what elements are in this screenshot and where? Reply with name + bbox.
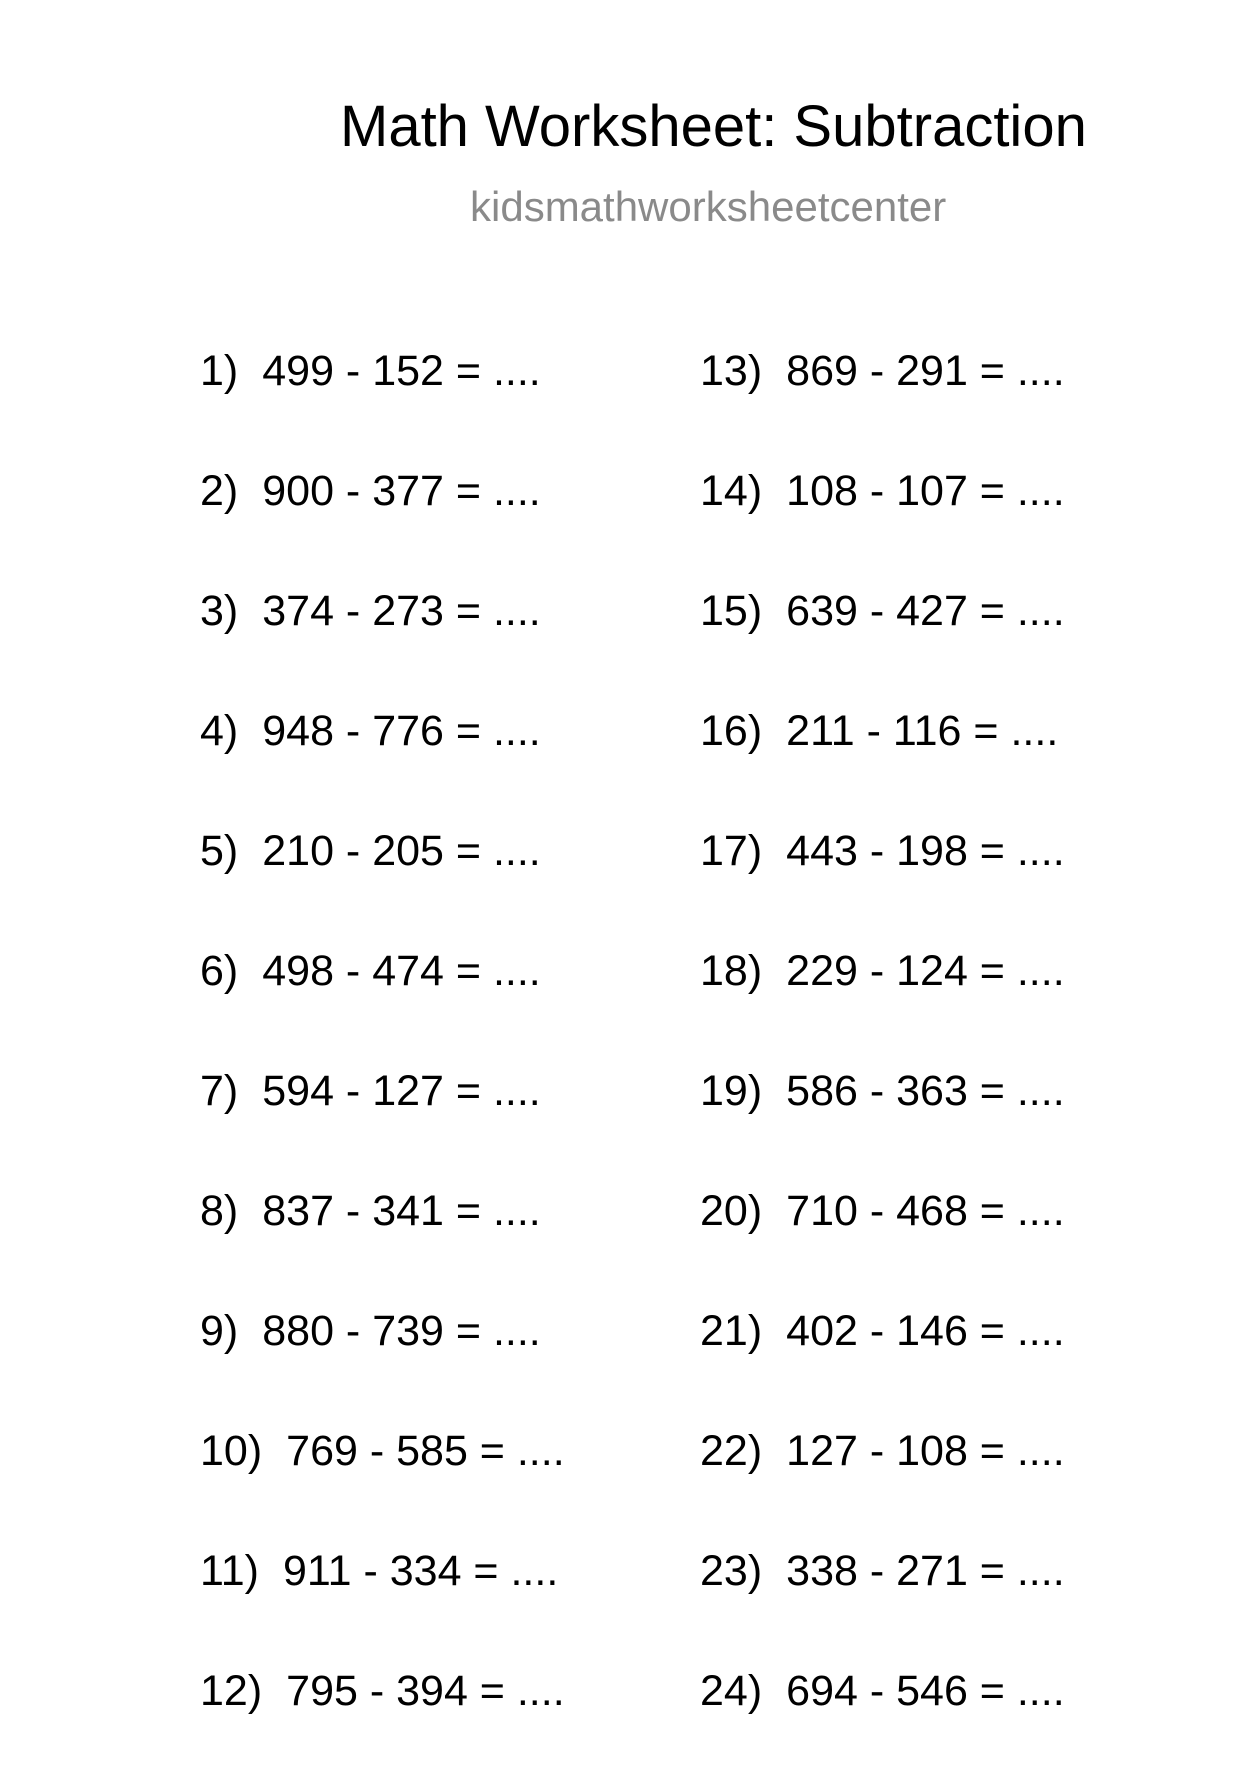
problem-expression: 594 - 127 = .... xyxy=(262,1067,541,1115)
problem-item xyxy=(700,947,1160,1070)
problem-item xyxy=(200,1547,660,1670)
problem-number: 11) xyxy=(200,1547,259,1595)
problem-item xyxy=(700,347,1160,470)
problem-number: 18) xyxy=(700,947,763,995)
problem-expression: 900 - 377 = .... xyxy=(262,467,541,515)
problem-number: 3) xyxy=(200,587,239,635)
problem-number: 8) xyxy=(200,1187,239,1235)
problem-expression: 911 - 334 = .... xyxy=(282,1547,559,1595)
problem-item xyxy=(200,947,660,1070)
problem-item xyxy=(700,1067,1160,1190)
problem-item xyxy=(700,1667,1160,1790)
problem-number: 19) xyxy=(700,1067,763,1115)
problem-item xyxy=(200,467,660,590)
problem-item xyxy=(200,827,660,950)
problem-item xyxy=(200,1067,660,1190)
problem-number: 24) xyxy=(700,1667,763,1715)
problem-expression: 211 - 116 = .... xyxy=(786,707,1059,755)
problem-column-left xyxy=(200,347,660,1790)
problem-item xyxy=(700,1427,1160,1550)
problem-expression: 229 - 124 = .... xyxy=(786,947,1065,995)
problem-item xyxy=(200,1427,660,1550)
problem-number: 2) xyxy=(200,467,239,515)
problem-number: 20) xyxy=(700,1187,763,1235)
problem-expression: 374 - 273 = .... xyxy=(262,587,541,635)
problem-number: 16) xyxy=(700,707,763,755)
problem-item xyxy=(700,587,1160,710)
problem-number: 12) xyxy=(200,1667,263,1715)
problem-expression: 795 - 394 = .... xyxy=(286,1667,565,1715)
problem-expression: 639 - 427 = .... xyxy=(786,587,1065,635)
problem-number: 1) xyxy=(200,347,239,395)
problem-number: 5) xyxy=(200,827,239,875)
problem-item xyxy=(200,707,660,830)
problem-expression: 880 - 739 = .... xyxy=(262,1307,541,1355)
worksheet-title: Math Worksheet: Subtraction xyxy=(340,94,1087,159)
problem-number: 7) xyxy=(200,1067,239,1115)
problem-expression: 694 - 546 = .... xyxy=(786,1667,1065,1715)
problem-number: 21) xyxy=(700,1307,763,1355)
problem-number: 4) xyxy=(200,707,239,755)
problem-expression: 338 - 271 = .... xyxy=(786,1547,1065,1595)
problem-expression: 443 - 198 = .... xyxy=(786,827,1065,875)
problem-expression: 837 - 341 = .... xyxy=(262,1187,541,1235)
problem-expression: 108 - 107 = .... xyxy=(786,467,1065,515)
problem-number: 14) xyxy=(700,467,763,515)
problem-expression: 210 - 205 = .... xyxy=(262,827,541,875)
problem-number: 6) xyxy=(200,947,239,995)
problem-number: 17) xyxy=(700,827,763,875)
worksheet-subtitle: kidsmathworksheetcenter xyxy=(470,183,947,230)
problem-item xyxy=(700,467,1160,590)
problem-number: 15) xyxy=(700,587,763,635)
problem-expression: 586 - 363 = .... xyxy=(786,1067,1065,1115)
problem-number: 23) xyxy=(700,1547,763,1595)
problem-expression: 498 - 474 = .... xyxy=(262,947,541,995)
problem-column-right xyxy=(700,347,1160,1790)
problem-item xyxy=(200,1307,660,1430)
problem-expression: 710 - 468 = .... xyxy=(786,1187,1065,1235)
problem-number: 9) xyxy=(200,1307,239,1355)
problem-expression: 769 - 585 = .... xyxy=(286,1427,565,1475)
problem-item xyxy=(200,587,660,710)
problem-number: 10) xyxy=(200,1427,263,1475)
problem-number: 13) xyxy=(700,347,763,395)
problem-expression: 127 - 108 = .... xyxy=(786,1427,1065,1475)
problem-expression: 499 - 152 = .... xyxy=(262,347,541,395)
problem-item xyxy=(700,827,1160,950)
problem-item xyxy=(700,1187,1160,1310)
problem-item xyxy=(700,1307,1160,1430)
problem-item xyxy=(700,707,1160,830)
problem-expression: 869 - 291 = .... xyxy=(786,347,1065,395)
problem-number: 22) xyxy=(700,1427,763,1475)
problem-item xyxy=(200,1187,660,1310)
problem-item xyxy=(200,1667,660,1790)
problem-item xyxy=(700,1547,1160,1670)
problem-item xyxy=(200,347,660,470)
problem-expression: 402 - 146 = .... xyxy=(786,1307,1065,1355)
problem-expression: 948 - 776 = .... xyxy=(262,707,541,755)
